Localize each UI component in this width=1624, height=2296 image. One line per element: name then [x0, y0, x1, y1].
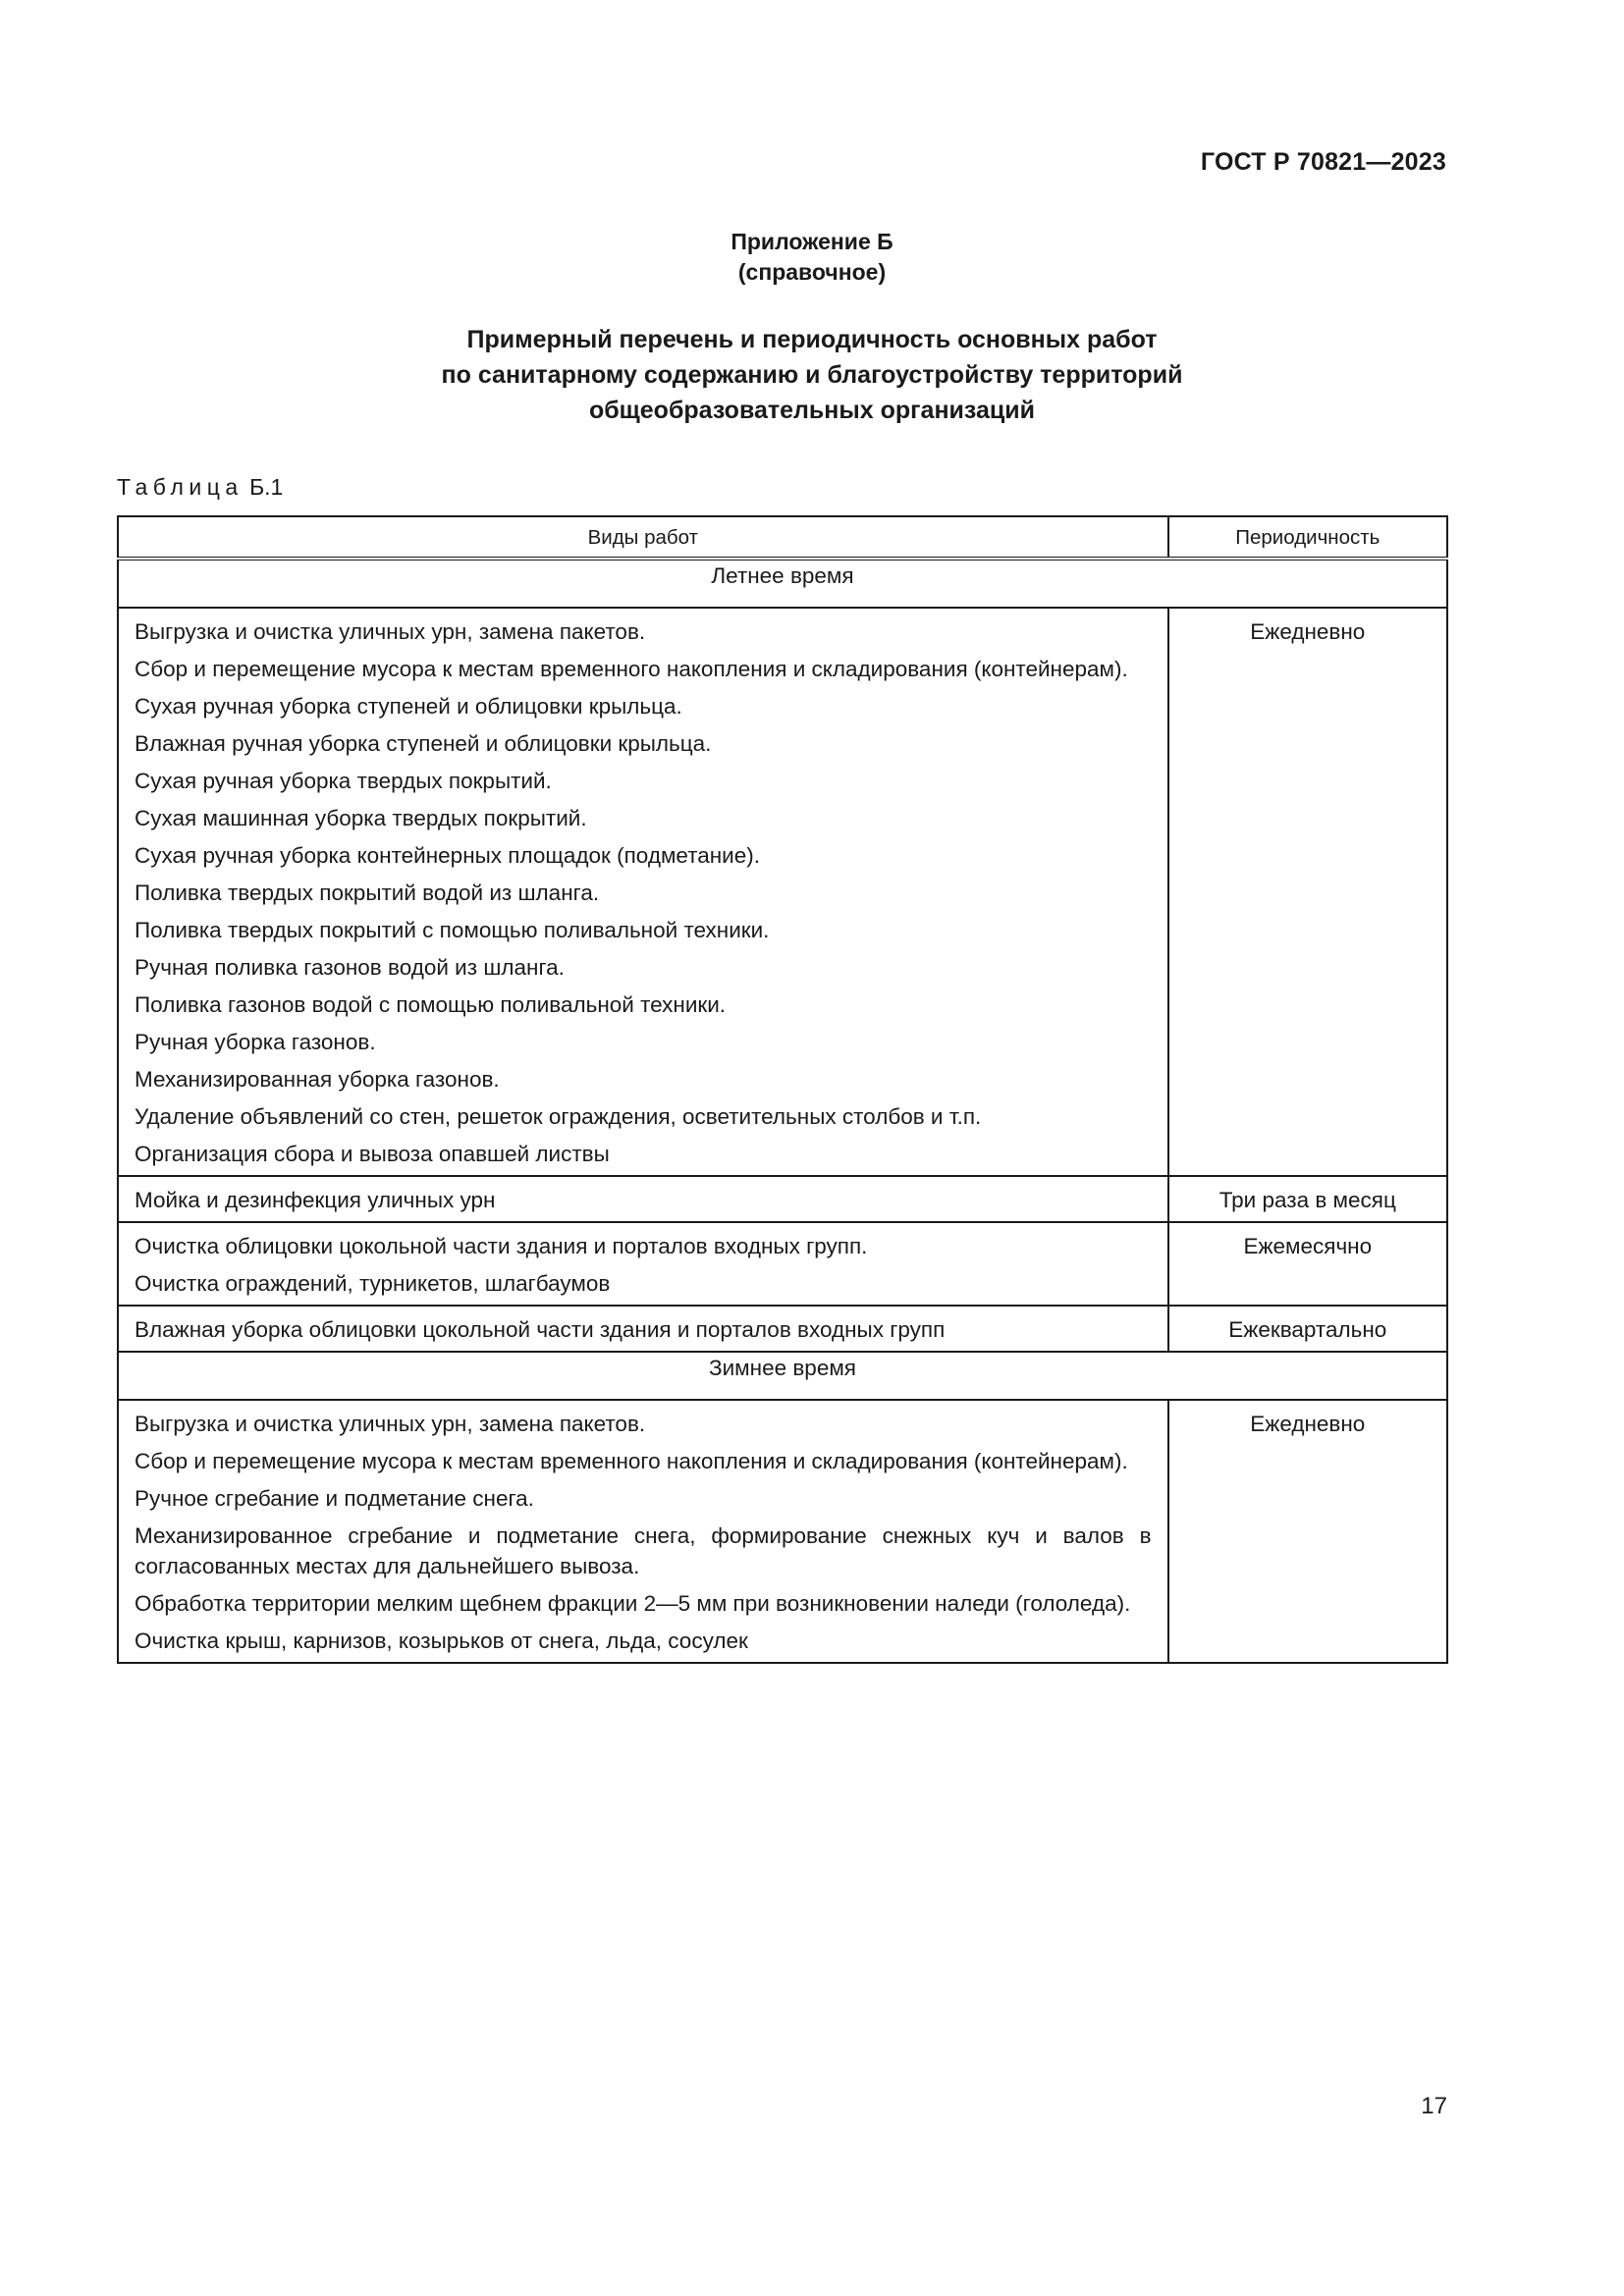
periodicity-cell: Ежемесячно: [1168, 1222, 1447, 1306]
work-item: Поливка твердых покрытий с помощью поливальной техники.: [135, 918, 770, 942]
table-row: [118, 1176, 1447, 1222]
work-item: Сухая ручная уборка ступеней и облицовки крыльца.: [135, 694, 682, 719]
work-item: Обработка территории мелким щебнем фракции 2—5 мм при возникновении наледи (гололеда).: [135, 1591, 1131, 1616]
periodicity-cell: Ежедневно: [1168, 1400, 1447, 1663]
work-item: Влажная уборка облицовки цокольной части здания и порталов входных групп: [135, 1317, 946, 1342]
work-item: Ручная поливка газонов водой из шланга.: [135, 955, 565, 980]
table-caption: [117, 474, 283, 501]
table-row: [118, 608, 1447, 1176]
work-item: Сбор и перемещение мусора к местам временного накопления и складирования (контейнерам).: [135, 1449, 1128, 1473]
works-table: [117, 515, 1448, 1664]
table-caption-prefix: Таблица: [117, 474, 244, 500]
work-item: Мойка и дезинфекция уличных урн: [135, 1188, 496, 1212]
appendix-heading: [0, 227, 1624, 288]
periodicity-cell: Три раза в месяц: [1168, 1176, 1447, 1222]
section-row-summer: [118, 559, 1447, 608]
section-label-winter: Зимнее время: [118, 1352, 1447, 1400]
page-number: 17: [1421, 2093, 1447, 2119]
work-item: Ручное сгребание и подметание снега.: [135, 1486, 534, 1511]
work-item: Сбор и перемещение мусора к местам временного накопления и складирования (контейнерам).: [135, 657, 1128, 681]
title-line: по санитарному содержанию и благоустройству территорий: [441, 361, 1183, 389]
table-row: [118, 1400, 1447, 1663]
work-item: Влажная ручная уборка ступеней и облицовки крыльца.: [135, 731, 712, 756]
column-header-works: Виды работ: [118, 516, 1168, 559]
appendix-title: Приложение Б: [731, 229, 893, 254]
works-cell: [118, 1400, 1168, 1663]
table-row: [118, 1222, 1447, 1306]
title-line: Примерный перечень и периодичность основных работ: [466, 326, 1158, 353]
section-row-winter: [118, 1352, 1447, 1400]
work-item: Поливка твердых покрытий водой из шланга.: [135, 881, 600, 905]
table-caption-number: Б.1: [249, 474, 284, 500]
work-item: Выгрузка и очистка уличных урн, замена пакетов.: [135, 619, 646, 644]
work-item: Сухая ручная уборка контейнерных площадок (подметание).: [135, 843, 761, 868]
works-cell: [118, 1306, 1168, 1352]
works-cell: [118, 1176, 1168, 1222]
work-item: Очистка крыш, карнизов, козырьков от снега, льда, сосулек: [135, 1629, 748, 1653]
periodicity-cell: Ежедневно: [1168, 608, 1447, 1176]
works-cell: [118, 1222, 1168, 1306]
work-item: Организация сбора и вывоза опавшей листвы: [135, 1142, 610, 1166]
column-header-periodicity: Периодичность: [1168, 516, 1447, 559]
title-line: общеобразовательных организаций: [588, 397, 1036, 424]
work-item: Поливка газонов водой с помощью поливальной техники.: [135, 992, 727, 1017]
work-item: Ручная уборка газонов.: [135, 1030, 376, 1054]
work-item: Сухая ручная уборка твердых покрытий.: [135, 769, 552, 793]
periodicity-cell: Ежеквартально: [1168, 1306, 1447, 1352]
work-item: Механизированное сгребание и подметание снега, формирование снежных куч и валов в согласованных местах для дальнейшего вывоза.: [135, 1523, 1152, 1578]
work-item: Очистка облицовки цокольной части здания и порталов входных групп.: [135, 1234, 868, 1258]
work-item: Механизированная уборка газонов.: [135, 1067, 500, 1092]
works-cell: [118, 608, 1168, 1176]
work-item: Выгрузка и очистка уличных урн, замена пакетов.: [135, 1412, 646, 1436]
section-label-summer: Летнее время: [118, 559, 1447, 608]
work-item: Удаление объявлений со стен, решеток ограждения, осветительных столбов и т.п.: [135, 1104, 982, 1129]
work-item: Сухая машинная уборка твердых покрытий.: [135, 806, 587, 830]
table-header-row: [118, 516, 1447, 559]
document-code: ГОСТ Р 70821—2023: [1200, 148, 1446, 176]
work-item: Очистка ограждений, турникетов, шлагбаумов: [135, 1271, 611, 1296]
appendix-subtitle: (справочное): [737, 259, 887, 285]
document-title: [0, 322, 1624, 428]
table-row: [118, 1306, 1447, 1352]
